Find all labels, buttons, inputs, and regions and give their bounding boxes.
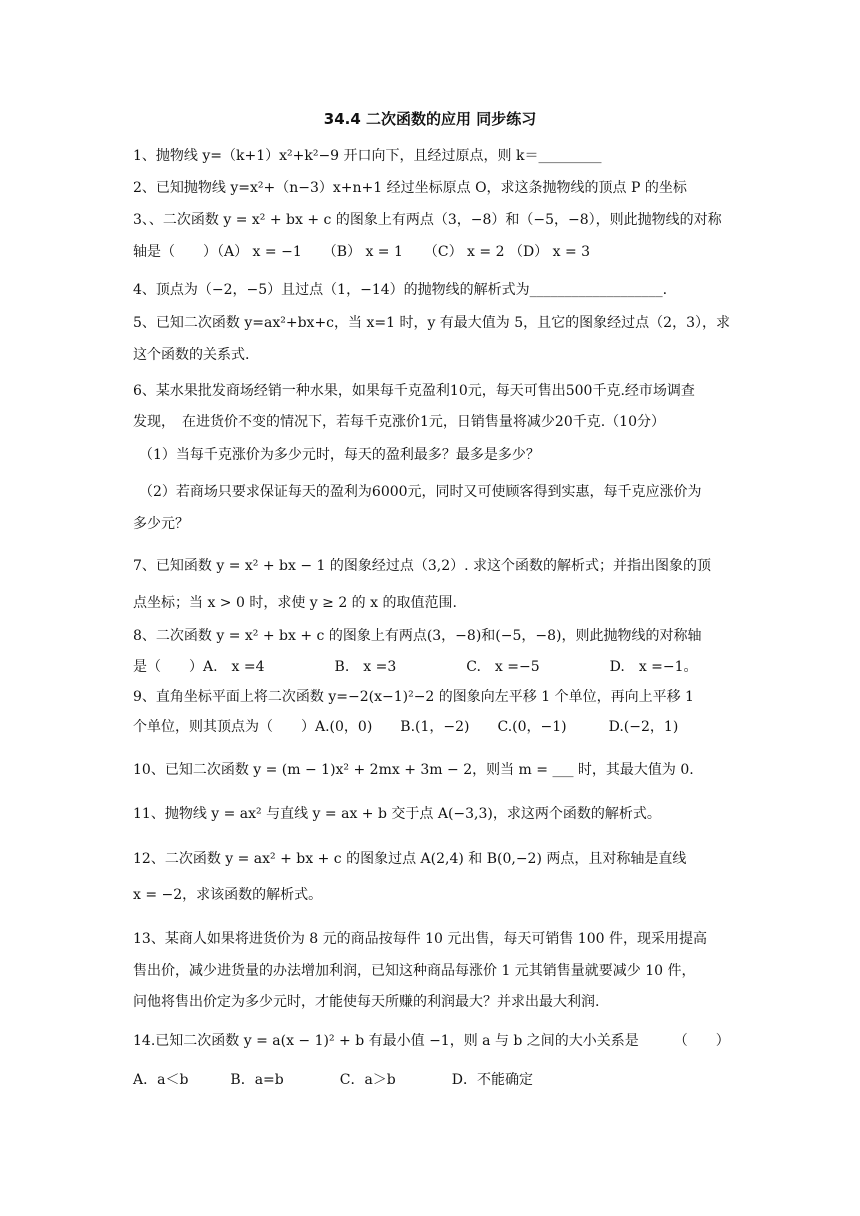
question-5: 5、已知二次函数 y=ax²+bx+c，当 x=1 时，y 有最大值为 5，且它的图象经过点（2，3），求 bbox=[133, 315, 730, 331]
question-7: 7、已知函数 y = x² + bx − 1 的图象经过点（3,2）. 求这个函数的解析式；并指出图象的顶 bbox=[133, 558, 712, 574]
question-12: 12、二次函数 y = ax² + bx + c 的图象过点 A(2,4) 和 B(0,−2) 两点，且对称轴是直线 bbox=[133, 851, 687, 867]
question-6-part-2-cont: 多少元？ bbox=[133, 516, 189, 532]
question-14: 14.已知二次函数 y = a(x − 1)² + b 有最小值 −1，则 a 与 b 之间的大小关系是 （ ） bbox=[133, 1033, 730, 1049]
question-1: 1、抛物线 y=（k+1）x²+k²−9 开口向下，且经过原点，则 k＝_________ bbox=[133, 148, 602, 164]
question-3: 3、、二次函数 y = x² + bx + c 的图象上有两点（3，−8）和（−5，−8），则此抛物线的对称 bbox=[133, 212, 722, 228]
question-13: 13、某商人如果将进货价为 8 元的商品按每件 10 元出售，每天可销售 100 件，现采用提高 bbox=[133, 931, 707, 947]
question-6-cont: 发现， 在进货价不变的情况下，若每千克涨价1元，日销售量将减少20千克.（10分） bbox=[133, 414, 665, 430]
question-2: 2、已知抛物线 y=x²+（n−3）x+n+1 经过坐标原点 O，求这条抛物线的顶点 P 的坐标 bbox=[133, 180, 687, 196]
question-14-options: A．a＜b B．a=b C．a＞b D．不能确定 bbox=[133, 1072, 533, 1088]
question-9: 9、直角坐标平面上将二次函数 y=−2(x−1)²−2 的图象向左平移 1 个单位，再向上平移 1 bbox=[133, 689, 694, 705]
question-6-part-2: （2）若商场只要求保证每天的盈利为6000元，同时又可使顾客得到实惠，每千克应涨价为 bbox=[139, 484, 702, 500]
question-8-options: 是（ ）A. x =4 B. x =3 C. x =−5 D. x =−1。 bbox=[133, 659, 698, 675]
question-11: 11、抛物线 y = ax² 与直线 y = ax + b 交于点 A(−3,3)，求这两个函数的解析式。 bbox=[133, 806, 661, 822]
question-6: 6、某水果批发商场经销一种水果，如果每千克盈利10元，每天可售出500千克.经市场调查 bbox=[133, 383, 695, 399]
question-4: 4、顶点为（−2，−5）且过点（1，−14）的抛物线的解析式为___________________. bbox=[133, 282, 668, 298]
question-8: 8、二次函数 y = x² + bx + c 的图象上有两点(3，−8)和(−5，−8)，则此抛物线的对称轴 bbox=[133, 628, 702, 644]
question-13-cont-1: 售出价，减少进货量的办法增加利润，已知这种商品每涨价 1 元其销售量就要减少 10 件， bbox=[133, 963, 696, 979]
question-6-part-1: （1）当每千克涨价为多少元时，每天的盈利最多？最多是多少？ bbox=[139, 447, 540, 463]
question-3-options: 轴是（ ）（A） x = −1 （B） x = 1 （C） x = 2 （D） x = 3 bbox=[133, 244, 591, 260]
question-13-cont-2: 问他将售出价定为多少元时，才能使每天所赚的利润最大？并求出最大利润. bbox=[133, 994, 600, 1010]
question-5-cont: 这个函数的关系式. bbox=[133, 347, 250, 363]
question-10: 10、已知二次函数 y = (m − 1)x² + 2mx + 3m − 2，则当 m = ___ 时，其最大值为 0. bbox=[133, 762, 694, 778]
question-7-cont: 点坐标；当 x > 0 时，求使 y ≥ 2 的 x 的取值范围. bbox=[133, 595, 457, 611]
page-title: 34.4 二次函数的应用 同步练习 bbox=[323, 110, 537, 128]
question-12-cont: x = −2，求该函数的解析式。 bbox=[133, 887, 323, 903]
question-9-options: 个单位，则其顶点为（ ）A.(0，0) B.(1，−2) C.(0，−1) D.(−2，1) bbox=[133, 719, 679, 735]
